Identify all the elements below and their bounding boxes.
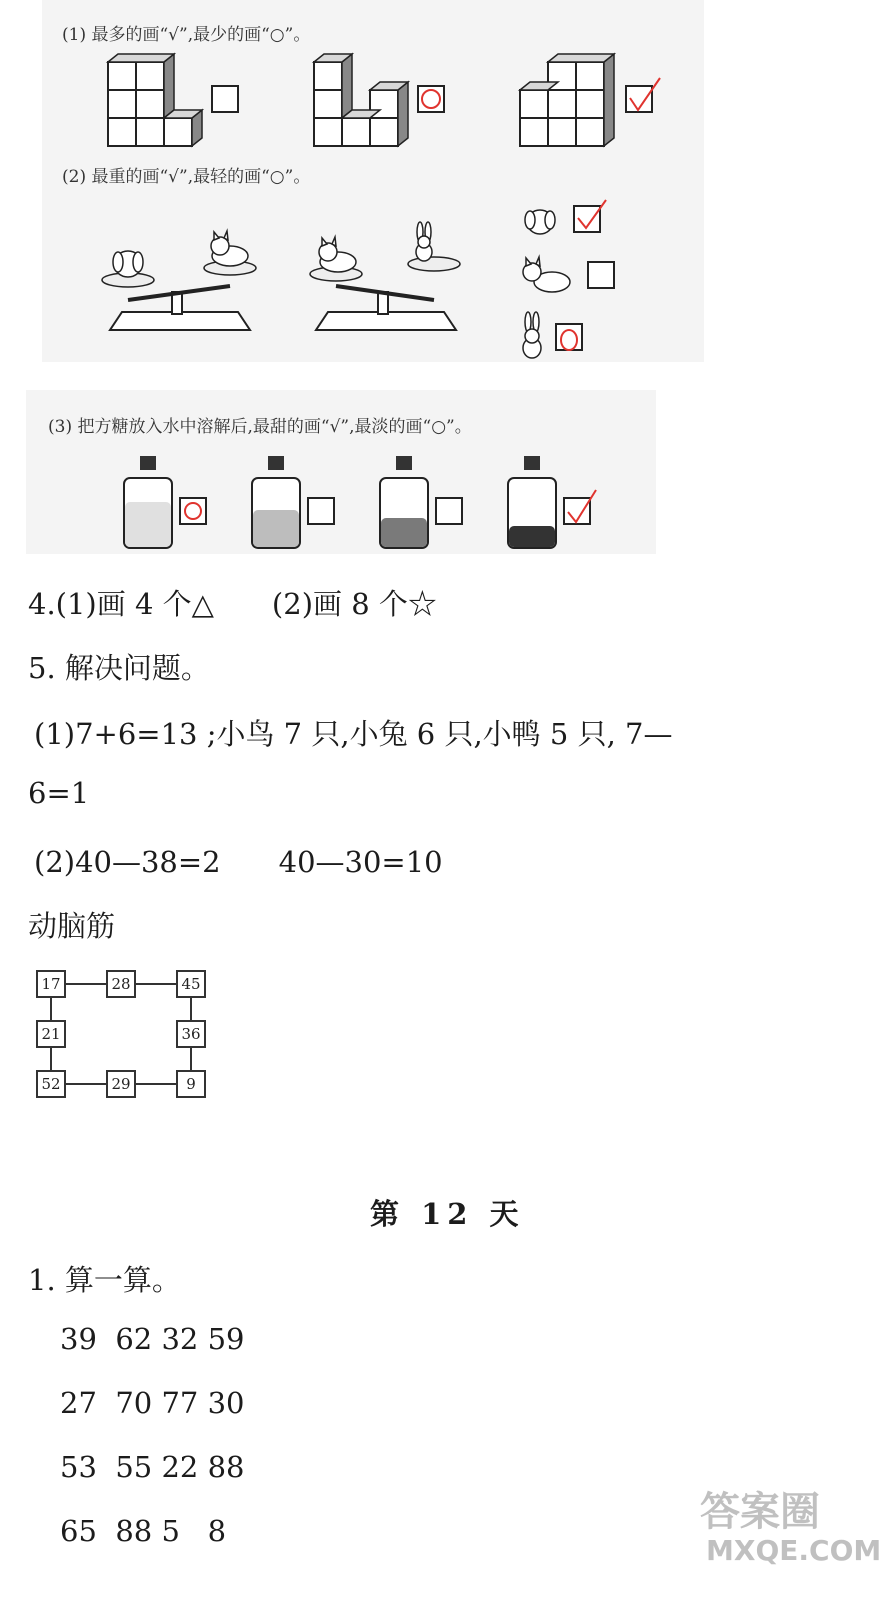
cube-stack-1 bbox=[100, 50, 250, 150]
part1-label: (1) 最多的画“√”,最少的画“○”。 bbox=[62, 25, 311, 45]
part3-label: (3) 把方糖放入水中溶解后,最甜的画“√”,最淡的画“○”。 bbox=[48, 417, 472, 437]
grid-cell-bottom-left: 52 bbox=[36, 1070, 66, 1098]
cube-stack-3 bbox=[512, 50, 672, 150]
calc-row-2: 27 70 77 30 bbox=[60, 1386, 245, 1420]
watermark-url: MXQE.COM bbox=[706, 1534, 882, 1567]
q4-answer: 4.(1)画 4 个△ (2)画 8 个☆ bbox=[28, 587, 437, 621]
balance-scale-dog-cat bbox=[100, 222, 260, 337]
grid-cell-middle-right: 36 bbox=[176, 1020, 206, 1048]
day-heading: 第 12 天 bbox=[370, 1197, 525, 1231]
q5-line2: 6=1 bbox=[28, 776, 90, 810]
calc-row-3: 53 55 22 88 bbox=[60, 1450, 245, 1484]
q5-title: 5. 解决问题。 bbox=[28, 651, 210, 685]
day12-q1-title: 1. 算一算。 bbox=[28, 1263, 181, 1297]
grid-cell-top-middle: 28 bbox=[106, 970, 136, 998]
watermark-logo: 答案圈 bbox=[700, 1489, 820, 1535]
sugar-cups bbox=[110, 452, 630, 552]
grid-cell-top-left: 17 bbox=[36, 970, 66, 998]
answer-cat bbox=[516, 252, 626, 302]
cube-stack-2 bbox=[306, 50, 456, 150]
q5-line1: (1)7+6=13 ;小鸟 7 只,小兔 6 只,小鸭 5 只, 7— bbox=[34, 717, 673, 751]
grid-cell-middle-left: 21 bbox=[36, 1020, 66, 1048]
calc-row-1: 39 62 32 59 bbox=[60, 1322, 245, 1356]
balance-scale-cat-rabbit bbox=[306, 212, 466, 337]
calc-row-4: 65 88 5 8 bbox=[60, 1514, 227, 1548]
grid-cell-bottom-right: 9 bbox=[176, 1070, 206, 1098]
q5-line3: (2)40—38=2 40—30=10 bbox=[34, 845, 443, 879]
part2-label: (2) 最重的画“√”,最轻的画“○”。 bbox=[62, 167, 311, 187]
grid-cell-bottom-middle: 29 bbox=[106, 1070, 136, 1098]
answer-rabbit bbox=[516, 310, 616, 365]
grid-cell-top-right: 45 bbox=[176, 970, 206, 998]
answer-dog bbox=[516, 196, 616, 246]
brain-teaser-title: 动脑筋 bbox=[28, 909, 116, 943]
